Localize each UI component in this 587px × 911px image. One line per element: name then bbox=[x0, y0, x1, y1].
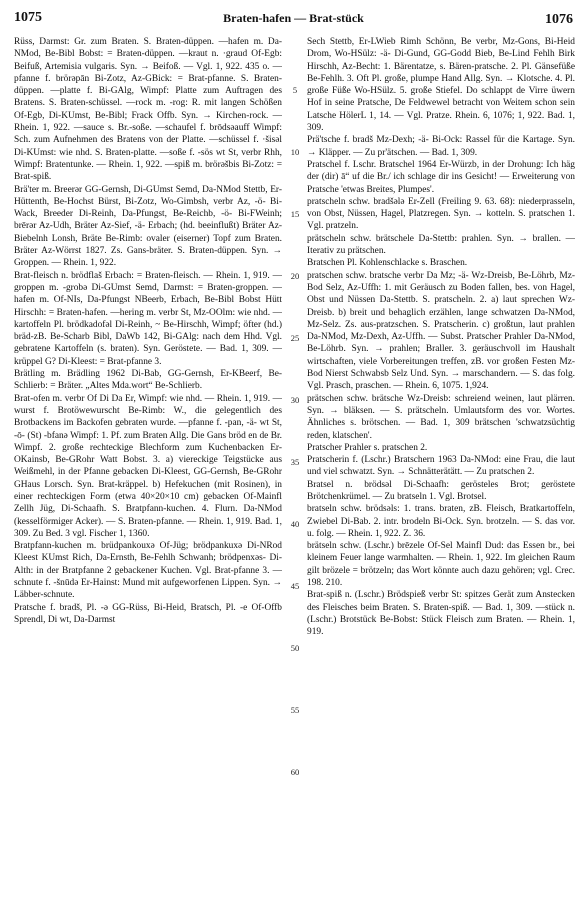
entry-brätling: Brätling m. Brädling 1962 Di-Bab, GG-Gernsh, Er-KBeerf, Be-Schlierb: = Bräter. „Altes Mda.wort“ Be-Schlierb. bbox=[14, 369, 282, 392]
entry-bratpfann-kuchen: Bratpfann-kuchen m. brüdpankouxə Of-Jüg; brödpankuxə Di-NRod Kleest KUmst Rich, Da-Ernsth, Be-Fehlh Schwanh; brödpenxəs- Di-Alth: in der Bratpfanne 2 gebackener Kuchen. Vgl. Brat-pfanne 3. —schnute f. -šnūdə Er-Hainst: Mund mit aufgeworfenen Lippen. Syn. → Läbber-schnute. bbox=[14, 541, 282, 601]
line-number: 15 bbox=[290, 209, 300, 219]
line-number: 25 bbox=[290, 333, 300, 343]
entry-brätseln: brätseln schw. (Lschr.) brēzele Of-Sel Mainfl Dud: das Essen br., bei kleinem Feuer lange warmhalten. — Rhein. 1, 922. Im gleichen Raum gilt brözele = brötzeln; das Wort könnte auch dazu gehören; vgl. Crec. 198. 210. bbox=[307, 541, 575, 589]
line-number: 5 bbox=[292, 85, 298, 95]
entry-brat-ofen: Brat-ofen m. verbr Of Di Da Er, Wimpf: wie nhd. — Rhein. 1, 919. —wurst f. Brotöwewurscht Be-Rimb: W., die gelegentlich des Brotbackens im Backofen gebraten wurde. —pfanne f. -pan, -ä- wt St, -ō- (St) -bfanə Wimpf: 1. Pf. zum Braten Allg. Die Gans bröd en de Br. Wimpf. 2. große rechteckige Blechform zum Kuchenbacken Er-OKainsb, Be-GRohr Watt Bobst. 3. a) viereckige Teigstücke aus Weißmehl, in der Pfanne gebacken Di-Kleest, GG-Gernsh, Be-GRohr GHaus Lorsch. Syn. Brat-kräppel. b) Hefekuchen (mit Rosinen), in einer rechteckigen Form (etwa 40×20×10 cm) gebacken Of-Mainfl Zellh Jüg, Di-Schaafh. S. Bratpfann-kuchen. 4. Flurn. Da-NMod (kesselförmiger Acker). — S. Braten-pfanne. — Rhein. 1, 919. Bad. 1, 309. Zu Bed. 3 vgl. Fischer 1, 1360. bbox=[14, 393, 282, 539]
left-column bbox=[14, 36, 282, 896]
entry-pratsche-cont: Sech Stettb, Er-LWieb Rimh Schönn, Be verbr, Mz-Gons, Bi-Heid Drom, Wo-HSülz: -ä- Di-Gund, GG-Godd Bieb, Be-Lind Fehlh Birk Hirschh, Az-Becht: 1. Bärentatze, s. Bären-pratsche. 2. Pl. Gänsefüße Be-Fehlh. 3. Oft Pl. große, plumpe Hand Allg. Syn. → Klotsche. 4. Pl. große Füße Wo-HSülz. 5. große Stiefel. Do schlappt de Virre üwern Hof in seine Pratsche, De Feldwewel betracht von Weitem schon sein Latsche HölerL 1, 14. — Vgl. Pratze. Rhein. 6, 1076; 1, 922. Bad. 1, 309. bbox=[307, 37, 575, 134]
line-number: 45 bbox=[290, 581, 300, 591]
entry-pratsche: Pratsche f. bradš, Pl. -ə GG-Rüss, Bi-Heid, Bratsch, Pl. -e Of-Offb Sprendl, Di wt, Da-Darmst bbox=[14, 602, 282, 625]
page-header bbox=[14, 10, 573, 28]
page-number-left: 1075 bbox=[14, 10, 42, 25]
right-column bbox=[307, 36, 575, 896]
line-number: 20 bbox=[290, 271, 300, 281]
line-number: 35 bbox=[290, 457, 300, 467]
entry-pratschel: Pratschel f. Lschr. Bratschel 1964 Er-Würzb, in der Drohung: Ich häg der (dir) ā“ uf die Br./ ich schlage dir ins Gesicht! — Erweiterung von Pratsche 'etwas Breites, Plumpes'. bbox=[307, 159, 575, 195]
line-number: 50 bbox=[290, 643, 300, 653]
line-number: 55 bbox=[290, 705, 300, 715]
line-number: 30 bbox=[290, 395, 300, 405]
entry-bräter: Brä'ter m. Breerər GG-Gernsh, Di-GUmst Semd, Da-NMod Stettb, Er-Hüttenth, Be-Hochst Bürst, Bi-Zotz, Wo-Gimbsh, verbr Az, -ö- Bi-Wack, Breeder Di-Reinh, Da-Pfungst, Be-Reichb, -ö- Bi-FWeinh; brērər Az-Udh, Bräter Az-Sief, -ä- Erbach; (hd. beeinflußt) Bräter Az-Biebelnh Lonsh, Bräte Be-Rimb: ovaler (eiserner) Topf zum Braten. Bräter Az-Wörrst 1827. Zs. Gans-bräter. S. Braten-düppen. Syn. → Groppen. — Rhein. 1, 922. bbox=[14, 184, 282, 269]
entry-pratscher: Pratscher Prahler s. pratschen 2. bbox=[307, 442, 428, 453]
entry-brat-fleisch: Brat-fleisch n. brödflaš Erbach: = Braten-fleisch. — Rhein. 1, 919. —groppen m. -grobə Di-GUmst Semd, Darmst: = Braten-groppen. —hafen m. Of-NIs, Da-Pfungst NBeerb, Erbach, Be-Bibl Bobst Hütt Hirschh: = Braten-hafen. —hering m. verbr St, Mz-OOlm: wie nhd. —kartoffeln Pl. brödkadofəl Di-Reinh, ~ Be-Hirschh, Wimpf; öfter (hd.) bräd-zB. Be-Scharb Bibl, DaWb 142, Bi-GAlg: nach dem Hhd. Vgl. gebratene Kartoffeln (s. braten). Syn. Geröstete. — Bad. 1, 309. —krüppel G? Di-Kleest: = Brat-pfanne 3. bbox=[14, 270, 282, 367]
entry-pratschen: pratschen schw. bratsche verbr Da Mz; -ä- Wz-Dreisb, Be-Löhrb, Mz-Bod Selz, Az-Uffh: 1. mit Geräusch zu Boden fallen, bes. von Hagel, Obst und Nüssen Da-Stettb. S. pratscheln. 2. a) laut sprechen Wz-Dreisb. b) breit und behaglich erzählen, lange schwatzen Da-NMod, Mz-Selz. Zs. aus-pratzschen. S. Pratscherin. c) großtun, laut prahlen Da-NMod, Mz-Dexh, Az-Uffh. — Subst. Pratscher Prahler Da-NMod, Be-Löhrb. Syn. → prahlen; Braller. 3. geräuschvoll im Haushalt wirtschaften, viele Vorbereitungen treffen, zB. vor großen Festen Mz-Bod Nierst Schwabsb Selz Und. Syn. → marschandern. — S. das folg. Vgl. Prasch, praschen. — Rhein. 6, 1075. 1,924. bbox=[307, 270, 575, 392]
entry-bratseln: bratseln schw. brödsəls: 1. trans. braten, zB. Fleisch, Bratkartoffeln, Zwiebel Di-Bab. 2. intr. brodeln Bi-Ock. Syn. brotzeln. — S. das vor. u. folg. — Rhein. 1, 922. Z. 36. bbox=[307, 504, 575, 539]
entry-braten-rüss: Rüss, Darmst: Gr. zum Braten. S. Braten-düppen. —hafen m. Da-NMod, Be-Bibl Bobst: = Braten-düppen. —kraut n. ·graud Of-Egb: Beifuß, Artemisia vulgaris. Syn. → Beifoß. — Vgl. 1, 922. 435 o. —pfanne f. brörəpān Bi-Zotz, Az-GBick: = Brat-pfanne. S. Braten-düppen. —platte f. Bi-GAlg, Wimpf: Platte zum Auftragen des Bratens. S. Braten-schüssel. —rock m. -rog: R. mit langen Schößen Of-Egb, Di-KUmst, Be-Bibl; Frack Offb. Syn. → Kirchen-rock. — Rhein. 1, 922. —sauce s. Br.-soße. —schaufel f. brōdsəauff Wimpf: Sch. zum Aufnehmen des Bratens von der Platte. —schüssel f. ·šisəl Di-KUmst: wie nhd. S. Braten-platte. —soße f. -sös wt St, verbr Rhh, Wimpf: Bratentunke. — Rhein. 1, 922. —spiß m. brörəšbis Bi-Zotz: = Brat-spiß. bbox=[14, 37, 282, 183]
entry-pratscherin: Pratscherin f. (Lschr.) Bratschern 1963 Da-NMod: eine Frau, die laut und viel schwatzt. Syn. → Schnätterätätt. — Zu pratschen 2. bbox=[307, 455, 575, 478]
line-number: 40 bbox=[290, 519, 300, 529]
line-number: 10 bbox=[290, 147, 300, 157]
entry-prätsche: Prä'tsche f. bradš Mz-Dexh; -ä- Bi-Ock: Rassel für die Kartage. Syn. → Kläpper. — Zu pr'ätschen. — Bad. 1, 309. bbox=[307, 135, 575, 158]
running-head: Braten-hafen — Brat-stück bbox=[223, 11, 364, 25]
line-numbers bbox=[284, 36, 306, 896]
page-number-right: 1076 bbox=[545, 12, 573, 27]
entry-bratsel: Bratsel n. brödsəl Di-Schaafh: gerösteles Brot; geröstete Brötchenkrümel. — Zu bratseln 1. Vgl. Brotsel. bbox=[307, 479, 575, 502]
entry-brat-spiß: Brat-spiß n. (Lschr.) Brödspieß verbr St: spitzes Gerät zum Anstecken des Fleisches beim Braten. S. Braten-spiß. — Bad. 1, 309. —stück n. (Lschr.) Brotstück Be-Bobst: Stück Fleisch zum Braten. — Rhein. 1, 919. bbox=[307, 590, 575, 638]
line-number: 60 bbox=[290, 767, 300, 777]
entry-prätscheln: prätscheln schw. brätschele Da-Stettb: prahlen. Syn. → brallen. — Iterativ zu prätschen. bbox=[307, 233, 575, 257]
entry-prätschen: prätschen schw. brätsche Wz-Dreisb: schreiend weinen, laut plärren. Syn. → bläksen. — S. prätscheln. Umlautsform des vor. Wortes. Ähnliches s. brötschen. — Bad. 1, 309 brätschen 'schwatzsüchtig reden, klatschen'. bbox=[307, 393, 575, 441]
entry-bratschen: Bratschen Pl. Kohlenschlacke s. Braschen. bbox=[307, 258, 468, 269]
entry-pratscheln: pratscheln schw. bradšələ Er-Zell (Freiling 9. 63. 68): niederprasseln, von Obst, Nüssen, Hagel, Platzregen. Syn. → kotteln. S. pratschen 1. Vgl. pratzeln. bbox=[307, 196, 575, 232]
